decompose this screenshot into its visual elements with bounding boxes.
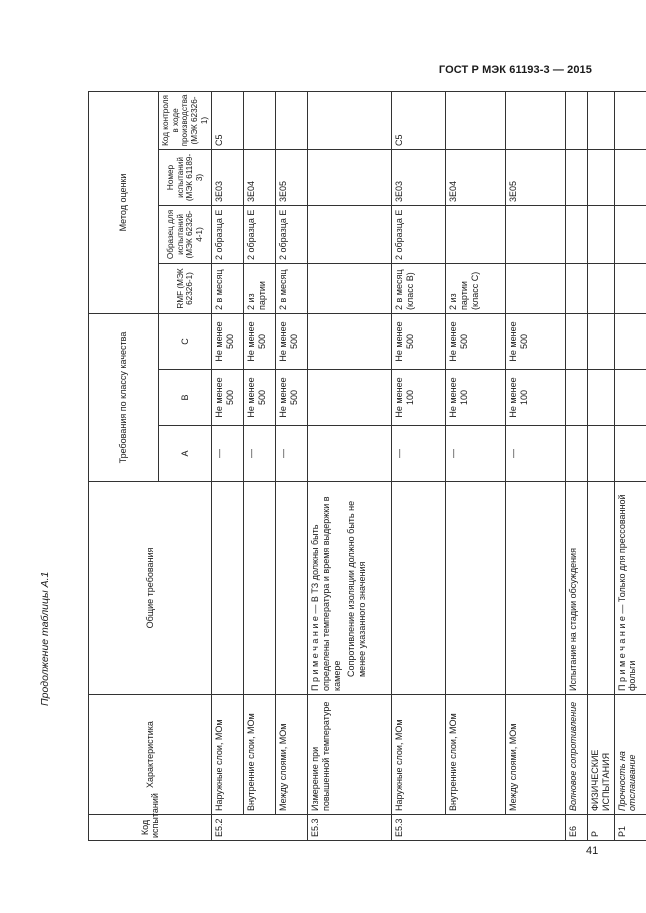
note-label: П р и м е ч а н и е [616,616,627,691]
table-row [244,91,276,840]
cell-class-b [614,370,646,426]
cell-class-b [566,370,588,426]
cell-characteristic: Внутренние слои, МОм [244,695,276,815]
cell-code: P1 [614,815,646,841]
cell-class-c [614,313,646,369]
cell-test-number [614,149,646,205]
cell-class-a [614,426,646,482]
cell-rmf [588,263,614,313]
table-row [614,91,646,840]
cell-characteristic: Измерение при повышенной температуре [308,695,392,815]
table-row [392,91,446,840]
cell-class-c [308,313,392,369]
cell-test-number [566,149,588,205]
header-method: Метод оценки [89,91,159,313]
cell-control-code: C5 [392,91,446,149]
cell-sample [566,205,588,263]
cell-sample [588,205,614,263]
cell-sample: 2 образца E [392,205,446,263]
cell-sample [446,205,506,263]
cell-test-number [588,149,614,205]
header-class-c: C [159,313,212,369]
cell-class-b: Не менее 100 [506,370,566,426]
cell-rmf: 2 в месяц [276,263,308,313]
cell-characteristic: Волновое сопротивление [566,695,588,815]
cell-characteristic: Между слоями, МОм [506,695,566,815]
cell-sample [614,205,646,263]
cell-general [276,482,308,695]
cell-general-note [308,482,392,695]
note-text: — Только для прессованной фольги [616,494,638,691]
cell-control-code [566,91,588,149]
cell-characteristic: Наружные слои, МОм [212,695,244,815]
cell-class-b: Не менее 500 [244,370,276,426]
cell-test-number: 3E05 [506,149,566,205]
cell-class-b: Не менее 100 [392,370,446,426]
cell-class-c: Не менее 500 [392,313,446,369]
header-control-code: Код контроля в ходе производства (МЭК 62326-1) [159,91,212,149]
cell-code: P [588,815,614,841]
document-header: ГОСТ Р МЭК 61193-3 — 2015 [438,64,592,76]
cell-general [244,482,276,695]
cell-class-a: — [244,426,276,482]
header-test-number: Номер испытаний (МЭК 61189-3) [159,149,212,205]
cell-control-code [506,91,566,149]
cell-sample: 2 образца E [212,205,244,263]
cell-general [392,482,446,695]
table-row [566,91,588,840]
cell-control-code [614,91,646,149]
cell-characteristic: Наружные слои, МОм [392,695,446,815]
header-class-b: B [159,370,212,426]
cell-control-code: C5 [212,91,244,149]
cell-sample: 2 образца E [244,205,276,263]
cell-test-number: 3E03 [392,149,446,205]
table-row [276,91,308,840]
table-row [212,91,244,840]
cell-control-code [308,91,392,149]
cell-rmf [614,263,646,313]
header-sample: Образец для испытаний (МЭК 62326-4-1) [159,205,212,263]
header-requirements: Требования по классу качества [89,313,159,481]
cell-rmf [506,263,566,313]
table-row [308,91,392,840]
cell-class-b [308,370,392,426]
cell-test-number [308,149,392,205]
cell-general [506,482,566,695]
header-class-a: A [159,426,212,482]
header-code: Код испытаний [89,815,212,841]
cell-class-a [566,426,588,482]
cell-general [588,482,614,695]
table-row [506,91,566,840]
cell-general [446,482,506,695]
cell-class-c: Не менее 500 [276,313,308,369]
cell-rmf: 2 в месяц [212,263,244,313]
cell-general-note [614,482,646,695]
cell-class-a: — [506,426,566,482]
cell-characteristic: Между слоями, МОм [276,695,308,815]
cell-rmf [308,263,392,313]
cell-class-a [308,426,392,482]
cell-class-b: Не менее 100 [446,370,506,426]
note-text-2: Сопротивление изоляции должно быть не менее указанного значения [346,500,367,677]
table-row [588,91,614,840]
cell-control-code [244,91,276,149]
cell-test-number: 3E04 [244,149,276,205]
cell-code: E5.3 [308,815,392,841]
cell-control-code [276,91,308,149]
cell-test-number: 3E03 [212,149,244,205]
cell-code: E5.3 [392,815,566,841]
cell-class-b: Не менее 500 [276,370,308,426]
cell-class-c: Не менее 500 [244,313,276,369]
cell-test-number: 3E05 [276,149,308,205]
rotated-table-frame [88,92,638,841]
cell-code: E5.2 [212,815,308,841]
cell-characteristic: Прочность на отслаивание [614,695,646,815]
cell-general [212,482,244,695]
cell-rmf: 2 из партии [244,263,276,313]
cell-class-a: — [276,426,308,482]
cell-test-number: 3E04 [446,149,506,205]
cell-control-code [588,91,614,149]
header-general: Общие требования [89,482,212,695]
cell-sample [308,205,392,263]
cell-characteristic: ФИЗИЧЕСКИЕ ИСПЫТАНИЯ [588,695,614,815]
note-label: П р и м е ч а н и е [310,616,321,691]
page-number: 41 [586,845,599,857]
cell-class-a: — [392,426,446,482]
cell-general: Испытание на стадии обсуждения [566,482,588,695]
cell-control-code [446,91,506,149]
cell-class-c: Не менее 500 [212,313,244,369]
cell-class-c [566,313,588,369]
cell-class-a: — [446,426,506,482]
cell-class-c: Не менее 500 [446,313,506,369]
note-text: — В ТЗ должны быть определены температура и время выдержки в камере [310,496,342,691]
header-characteristic: Характеристика [89,695,212,815]
cell-class-b: Не менее 500 [212,370,244,426]
header-rmf: RMF (МЭК 62326-1) [159,263,212,313]
cell-sample [506,205,566,263]
cell-class-a [588,426,614,482]
table-continuation-label: Продолжение таблицы А.1 [39,571,51,706]
cell-rmf: 2 в месяц (класс B) [392,263,446,313]
table-row [446,91,506,840]
cell-class-b [588,370,614,426]
requirements-table [88,91,646,841]
cell-rmf: 2 из партии (класс C) [446,263,506,313]
cell-class-a: — [212,426,244,482]
cell-code: E6 [566,815,588,841]
cell-characteristic: Внутренние слои, МОм [446,695,506,815]
cell-sample: 2 образца E [276,205,308,263]
cell-class-c: Не менее 500 [506,313,566,369]
cell-rmf [566,263,588,313]
cell-class-c [588,313,614,369]
